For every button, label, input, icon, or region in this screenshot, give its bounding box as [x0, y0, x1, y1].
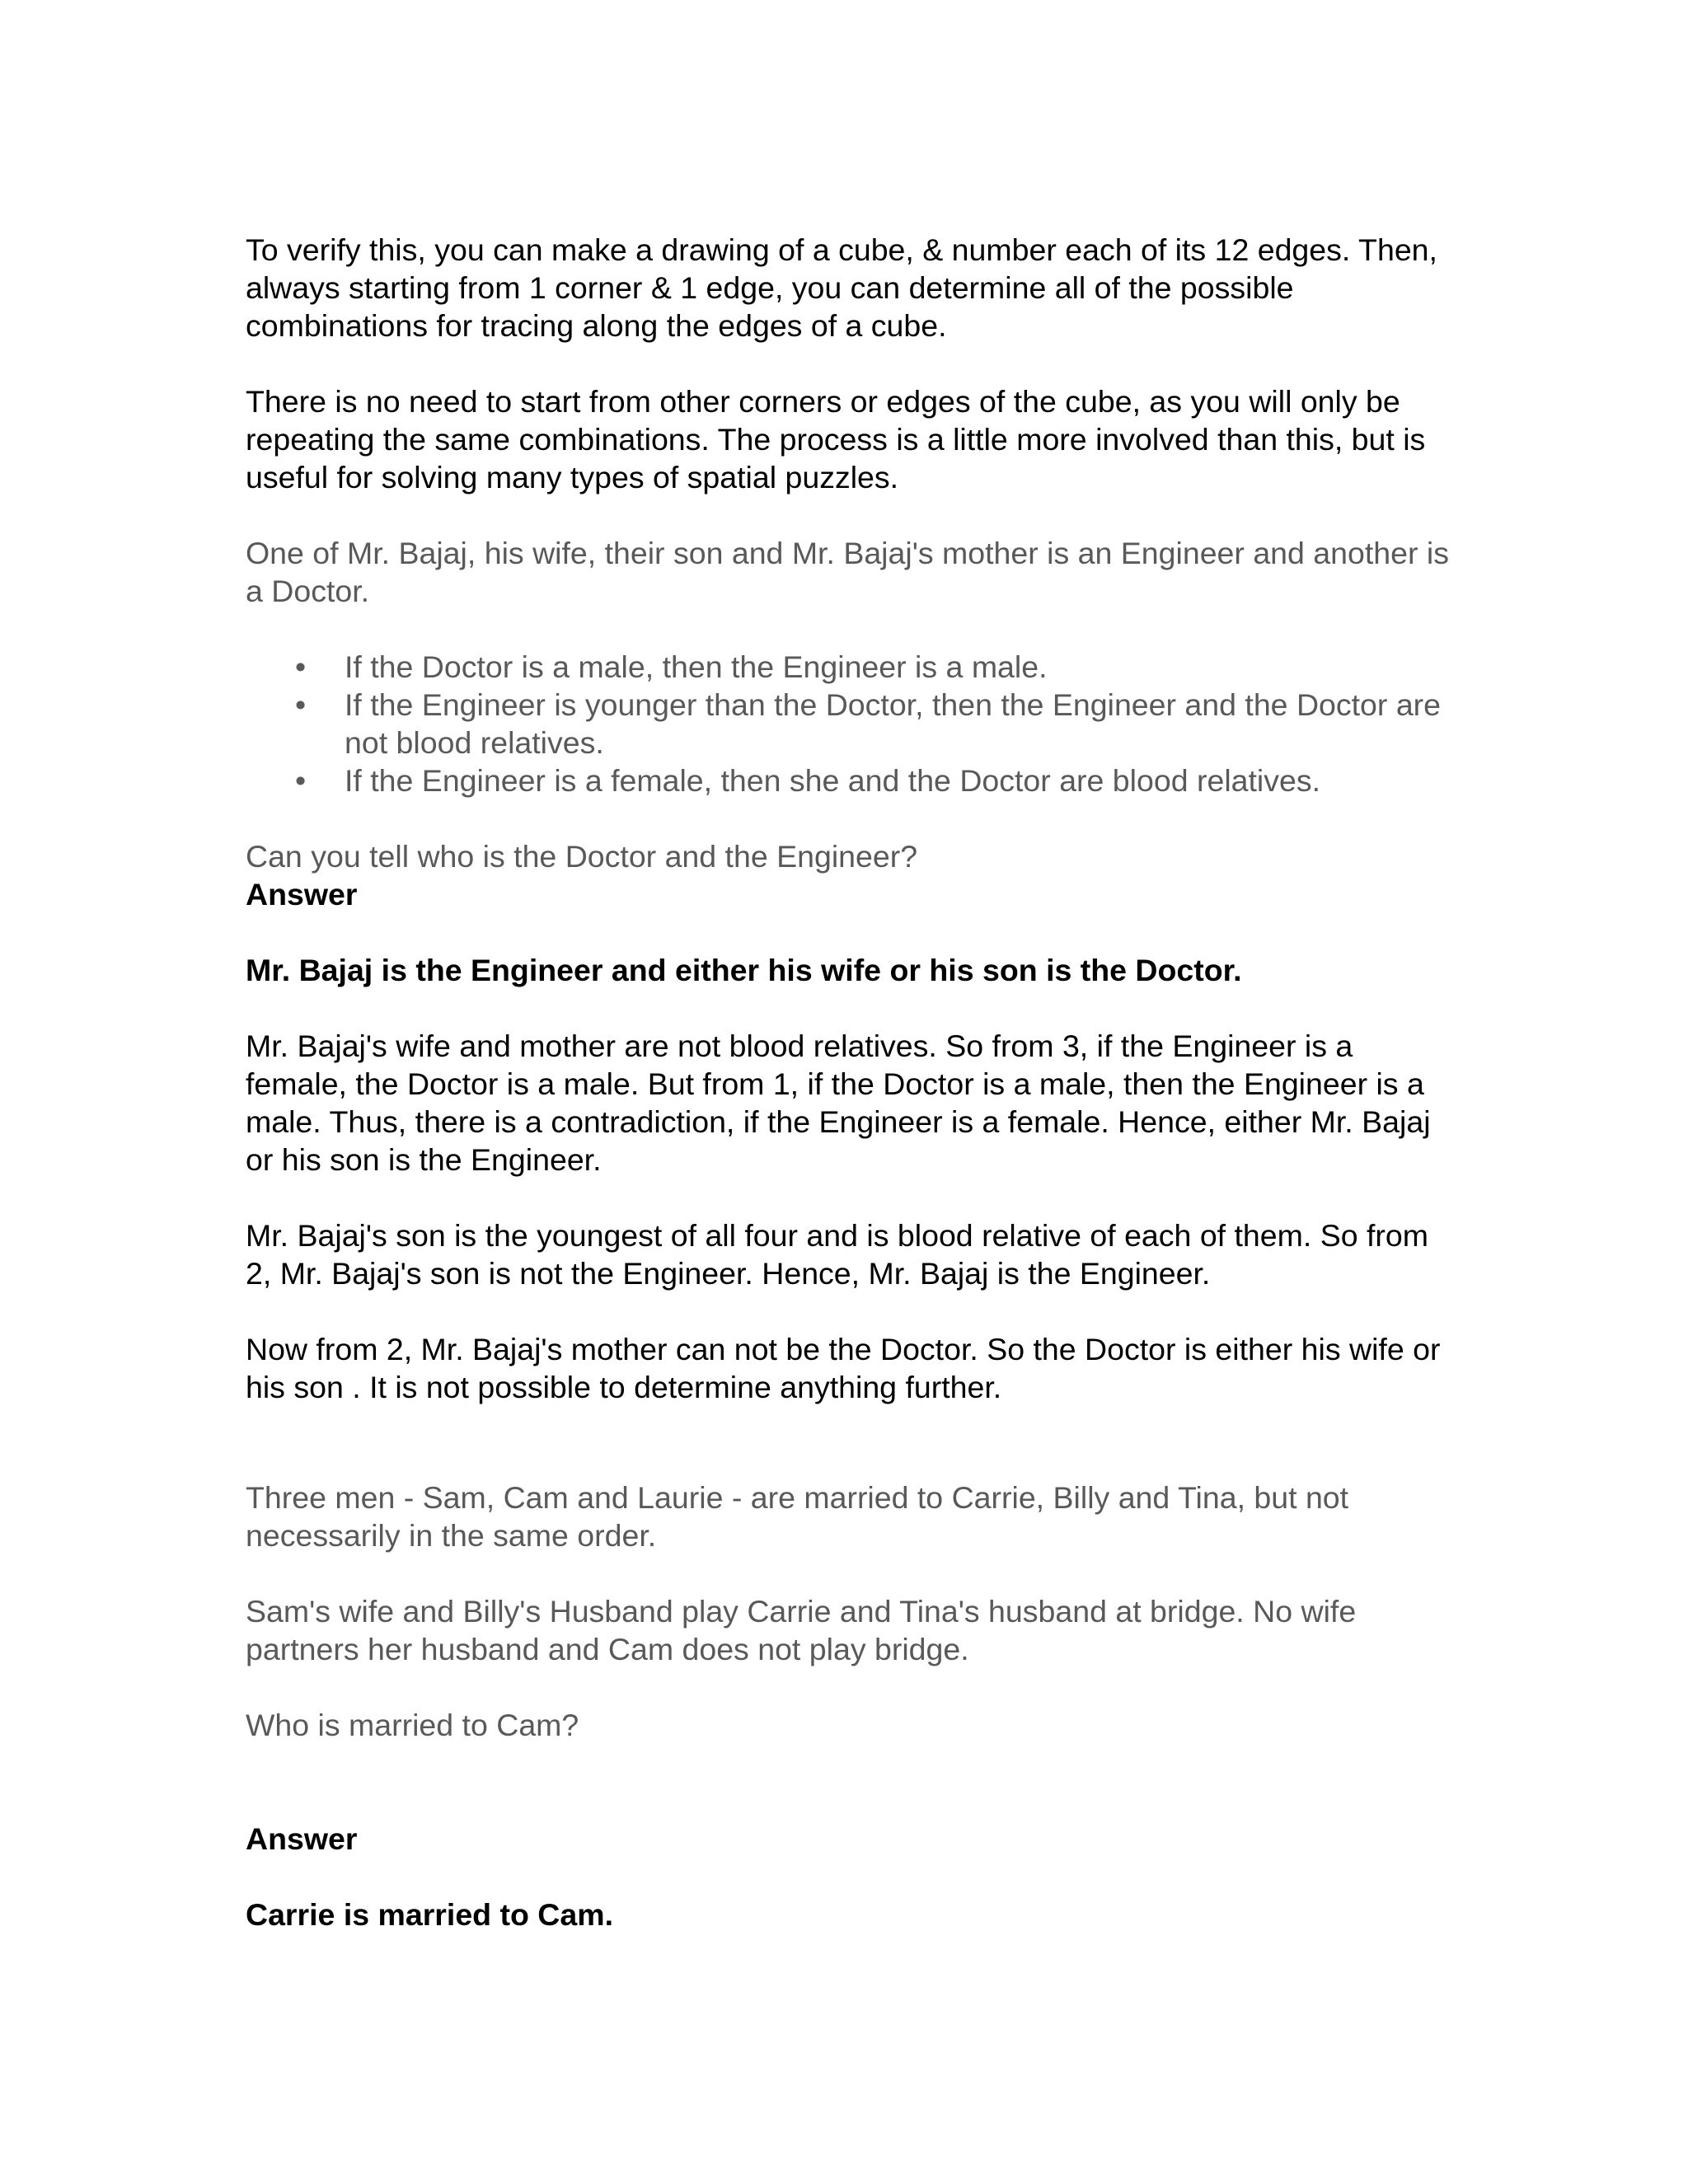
puzzle2-statement: Three men - Sam, Cam and Laurie - are married to Carrie, Billy and Tina, but not necessarily in the same order. — [246, 1480, 1349, 1553]
puzzle2-question: Who is married to Cam? — [246, 1708, 579, 1742]
puzzle2-answer-summary: Carrie is married to Cam. — [246, 1897, 614, 1932]
list-item — [295, 762, 1449, 799]
list-item — [295, 686, 1449, 762]
puzzle1-explanation-1: Mr. Bajaj's wife and mother are not blood relatives. So from 3, if the Engineer is a female, the Doctor is a male. But from 1, if the Doctor is a male, then the Engineer is a male. Thus, there is a contradiction, if the Engineer is a female. Hence, either Mr. Bajaj or his son is the Engineer. — [246, 1029, 1431, 1177]
document-page — [246, 231, 1449, 1971]
puzzle2-answer-heading: Answer — [246, 1821, 358, 1856]
bullet-icon: • — [295, 649, 307, 684]
intro-paragraph-1: To verify this, you can make a drawing of a cube, & number each of its 12 edges. Then, always starting from 1 corner & 1 edge, you can determine all of the possible combinations for tracing along the edges of a cube. — [246, 232, 1437, 343]
puzzle1-answer-summary: Mr. Bajaj is the Engineer and either his wife or his son is the Doctor. — [246, 953, 1242, 987]
bullet-icon: • — [295, 763, 307, 798]
list-item — [295, 648, 1449, 686]
section-spacer — [246, 1782, 1449, 1820]
puzzle1-explanation-2: Mr. Bajaj's son is the youngest of all four and is blood relative of each of them. So from 2, Mr. Bajaj's son is not the Engineer. Hence, Mr. Bajaj is the Engineer. — [246, 1218, 1428, 1291]
rule-text: If the Engineer is a female, then she and the Doctor are blood relatives. — [345, 763, 1321, 798]
intro-paragraph-2: There is no need to start from other corners or edges of the cube, as you will only be repeating the same combinations. The process is a little more involved than this, but is useful for solving many types of spatial puzzles. — [246, 384, 1426, 494]
rule-text: If the Doctor is a male, then the Engineer is a male. — [345, 649, 1048, 684]
puzzle1-question: Can you tell who is the Doctor and the Engineer? — [246, 839, 918, 874]
section-spacer — [246, 1444, 1449, 1479]
puzzle2-clue: Sam's wife and Billy's Husband play Carrie and Tina's husband at bridge. No wife partners her husband and Cam does not play bridge. — [246, 1594, 1357, 1666]
puzzle1-explanation-3: Now from 2, Mr. Bajaj's mother can not be the Doctor. So the Doctor is either his wife or his son . It is not possible to determine anything further. — [246, 1332, 1441, 1404]
puzzle1-statement: One of Mr. Bajaj, his wife, their son and Mr. Bajaj's mother is an Engineer and another is a Doctor. — [246, 536, 1449, 608]
puzzle1-rules-list — [246, 648, 1449, 799]
rule-text: If the Engineer is younger than the Doctor, then the Engineer and the Doctor are not blood relatives. — [345, 687, 1442, 760]
puzzle1-answer-heading: Answer — [246, 877, 358, 912]
bullet-icon: • — [295, 687, 307, 722]
